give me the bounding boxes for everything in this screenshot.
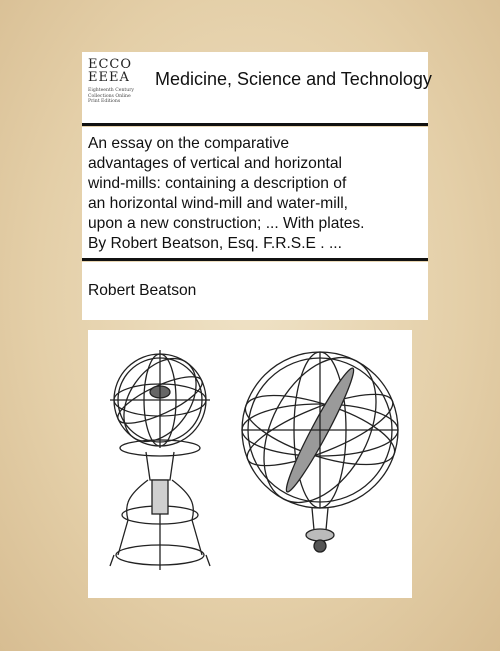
left-sphere-engraving: [109, 345, 211, 570]
title-panel: [82, 127, 428, 258]
logo-tagline-line: Print Editions: [88, 99, 121, 104]
divider-rule: [82, 123, 428, 126]
logo-tagline: [88, 88, 146, 105]
ecco-logo: [88, 58, 146, 120]
title-line: An essay on the comparative: [88, 135, 290, 152]
author-panel: [82, 262, 428, 320]
title-line: advantages of vertical and horizontal: [88, 155, 342, 172]
series-title: Medicine, Science and Technology: [155, 69, 432, 89]
book-title: [88, 134, 426, 254]
right-sphere-engraving: [238, 339, 402, 552]
divider-rule: [82, 258, 428, 261]
logo-tagline-line: Eighteenth Century: [88, 88, 135, 93]
book-author: Robert Beatson: [88, 282, 197, 299]
logo-mark-top: ECCO: [88, 57, 133, 72]
title-line: an horizontal wind-mill and water-mill,: [88, 195, 348, 212]
title-line: By Robert Beatson, Esq. F.R.S.E . ...: [88, 235, 342, 252]
title-line: wind-mills: containing a description of: [88, 175, 347, 192]
series-header: [82, 52, 432, 124]
engraving-image: [88, 330, 412, 598]
title-line: upon a new construction; ... With plates.: [88, 215, 365, 232]
logo-mark-bottom: EEEA: [88, 70, 130, 85]
logo-tagline-line: Collections Online: [88, 93, 131, 99]
armillary-sphere-illustration: [88, 330, 412, 598]
